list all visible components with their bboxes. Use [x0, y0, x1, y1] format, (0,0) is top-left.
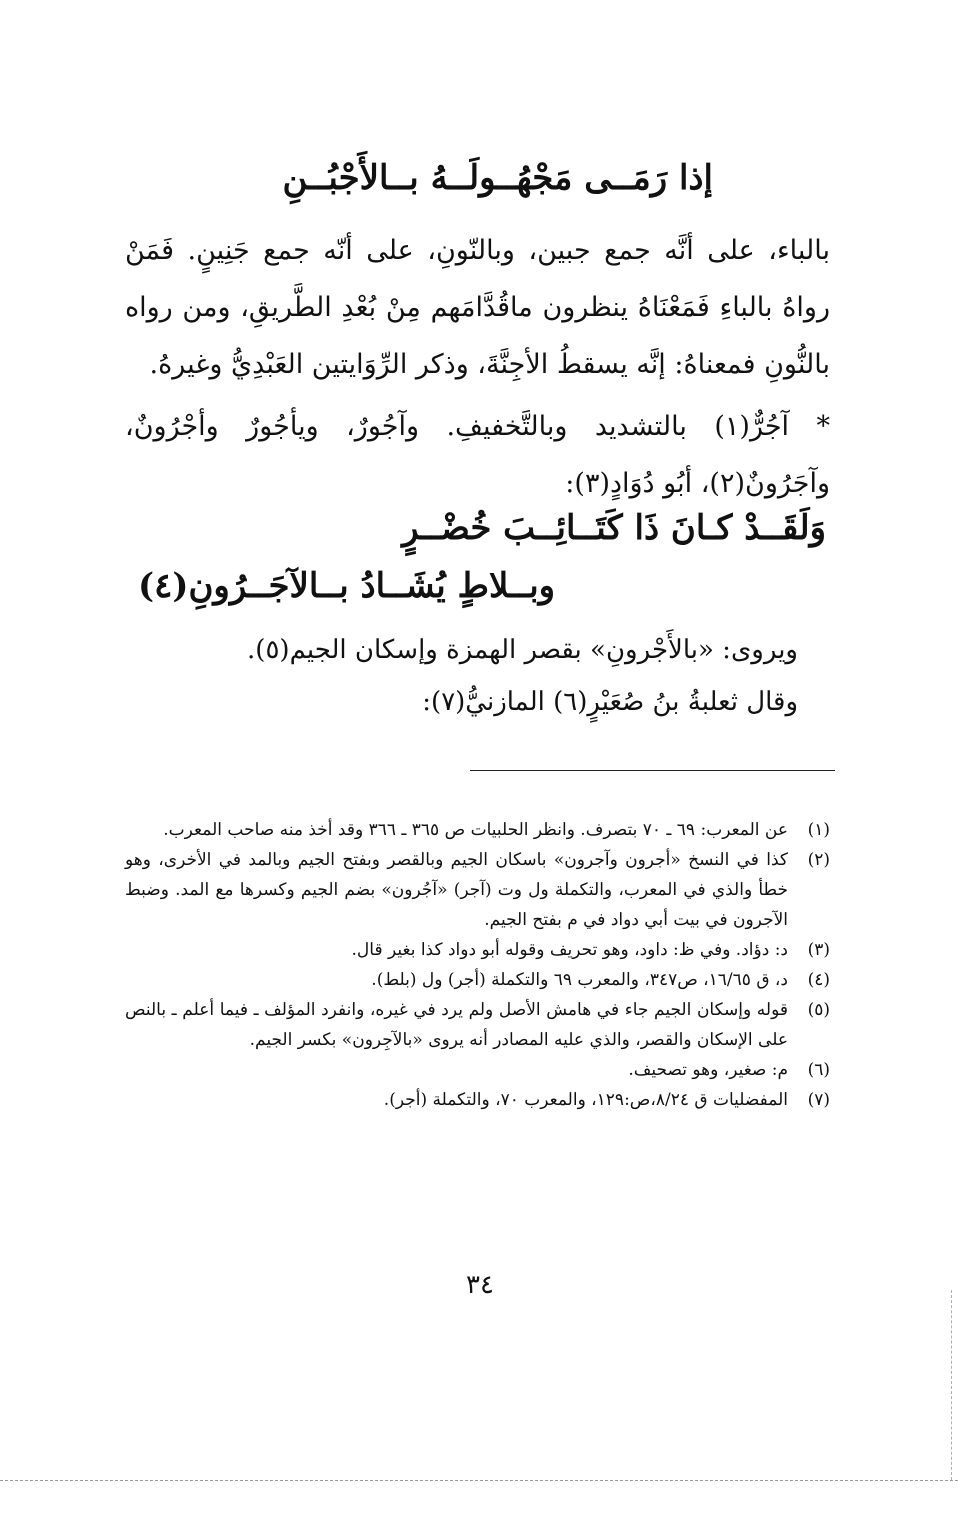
scan-edge-right: [951, 1290, 952, 1480]
footnote-number: (١): [807, 820, 830, 840]
commentary-paragraph: بالباء، على أنَّه جمع جبين، وبالنّونِ، على أنّه جمع جَنِينٍ. فَمَنْ رواهُ بالباءِ فَمَعْنَاهُ ينظرون ماقُدَّامَهم مِنْ بُعْدِ الطَّريقِ، ومن رواه بالنُّونِ فمعناهُ: إنَّه يسقطُ الأجِنَّةَ، وذكر الرِّوَايتين العَبْدِيُّ وغيرهُ.: [125, 235, 830, 380]
footnote-text: المفضليات ق ٨/٢٤،ص:١٢٩، والمعرب ٧٠، والتكملة (أجر).: [383, 1090, 788, 1110]
footnote-number: (٧): [807, 1090, 830, 1110]
footnote-4: [125, 965, 830, 995]
footnote-text: م: صغير، وهو تصحيف.: [628, 1060, 788, 1080]
page-number: ٣٤: [466, 1270, 494, 1300]
scan-edge-bottom: [0, 1480, 958, 1481]
footnote-text: د، ق ١٦/٦٥، ص٣٤٧، والمعرب ٦٩ والتكملة (أجر) ول (بلط).: [371, 970, 788, 990]
footnotes-list: [125, 815, 830, 1115]
verse-line-2-second-hemistich: وبــلاطٍ يُشَــادُ بــالآجَــرُونِ(٤): [138, 566, 556, 606]
footnote-number: (٣): [807, 940, 830, 960]
footnote-number: (٦): [807, 1060, 830, 1080]
footnote-6: [125, 1055, 830, 1085]
variant-reading-line: ويروى: «بالأَجْرونِ» بقصر الهمزة وإسكان الجيم(٥).: [247, 635, 798, 665]
poet-attribution-line: وقال ثعلبةُ بنُ صُعَيْرٍ(٦) المازنيُّ(٧):: [422, 687, 798, 717]
footnote-1: [125, 815, 830, 845]
footnote-3: [125, 935, 830, 965]
footnote-number: (٤): [807, 970, 830, 990]
verse-line-1: إذا رَمَــى مَجْهُــولَــهُ بــالأَجْبُــنِ: [282, 158, 713, 198]
footnote-text: كذا في النسخ «أجرون وآجرون» باسكان الجيم وبالقصر وبفتح الجيم وبالمد في الأخرى، وهو خطأ والذي في المعرب، والتكملة ول وت (آجر) «آجُرون» بضم الجيم وكسرها مع المد. وضبط الآجرون في بيت أبي دواد في م بفتح الجيم.: [125, 850, 788, 930]
footnote-number: (٥): [807, 1000, 830, 1020]
footnote-text: قوله وإسكان الجيم جاء في هامش الأصل ولم يرد في غيره، وانفرد المؤلف ـ فيما أعلم ـ بالنص على الإسكان والقصر، والذي عليه المصادر أنه يروى «بالآجِرون» بكسر الجيم.: [125, 1000, 788, 1050]
footnote-7: [125, 1085, 830, 1115]
footnote-text: عن المعرب: ٦٩ ـ ٧٠ بتصرف. وانظر الحلبيات ص ٣٦٥ ـ ٣٦٦ وقد أخذ منه صاحب المعرب.: [163, 820, 788, 840]
lexical-entry-ajurr: * آجُرٌّ(١) بالتشديد وبالتَّخفيفِ. وآجُورٌ، ويأجُورٌ وأجْرُونٌ، وآجَرُونٌ(٢)، أبُو دُوَادٍ(٣):: [125, 411, 830, 499]
footnote-separator: [470, 770, 835, 771]
verse-line-2-first-hemistich: وَلَقَــدْ كـانَ ذَا كَتَــائِــبَ خُضْــرٍ: [402, 508, 826, 548]
footnote-text: د: دؤاد. وفي ظ: داود، وهو تحريف وقوله أبو دواد كذا بغير قال.: [351, 940, 788, 960]
footnote-number: (٢): [807, 850, 830, 870]
footnote-2: [125, 845, 830, 935]
footnote-5: [125, 995, 830, 1055]
